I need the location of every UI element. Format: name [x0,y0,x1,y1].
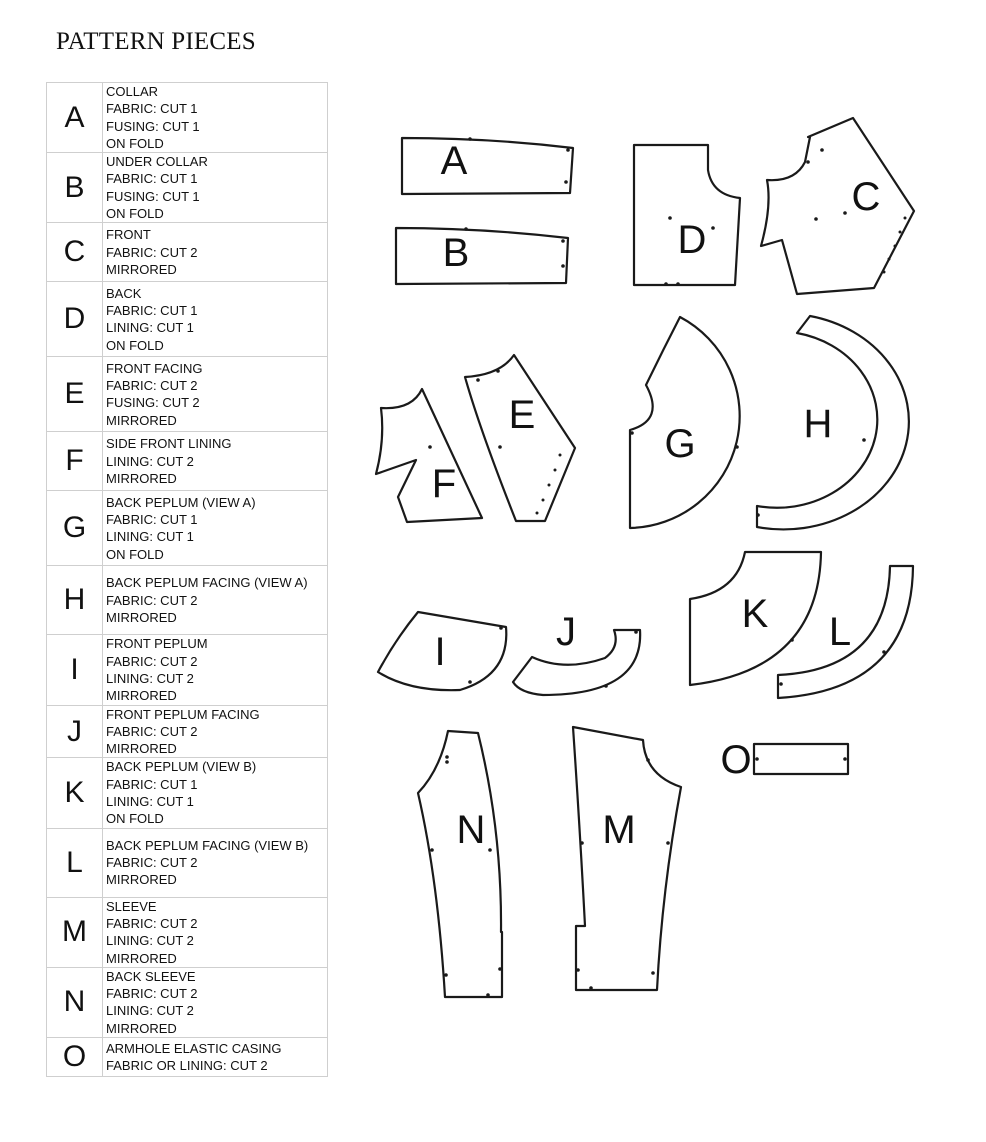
legend-line: ON FOLD [106,337,164,353]
legend-line: FRONT PEPLUM [106,636,208,652]
legend-line: FRONT PEPLUM FACING [106,706,260,722]
legend-line: FRONT [106,227,151,243]
piece-label-b: B [442,231,470,275]
legend-letter: M [47,897,103,967]
piece-m [573,727,681,990]
legend-letter: A [47,83,103,153]
legend-letter: I [47,635,103,705]
piece-e [465,355,575,521]
piece-label-g: G [664,422,696,466]
legend-line: FABRIC: CUT 2 [106,986,198,1002]
piece-label-j: J [556,610,576,654]
legend-line: MIRRORED [106,610,177,626]
legend-line: FABRIC: CUT 2 [106,378,198,394]
piece-k [690,552,821,685]
legend-line: FUSING: CUT 1 [106,118,200,134]
legend-letter: J [47,705,103,758]
piece-c [761,118,914,294]
piece-j [513,610,640,695]
piece-f [376,389,482,522]
legend-letter: B [47,153,103,223]
piece-label-c: C [851,175,881,219]
legend-line: SLEEVE [106,898,157,914]
piece-label-n: N [456,808,486,852]
legend-line: FUSING: CUT 1 [106,188,200,204]
legend-line: FUSING: CUT 2 [106,395,200,411]
legend-line: FABRIC: CUT 2 [106,592,198,608]
piece-label-h: H [803,402,833,446]
legend-letter: N [47,967,103,1037]
legend-line: LINING: CUT 2 [106,453,194,469]
legend-line: ON FOLD [106,135,164,151]
legend-line: ON FOLD [106,546,164,562]
legend-line: BACK PEPLUM FACING (VIEW B) [106,837,309,853]
piece-label-k: K [741,592,769,636]
legend-line: FABRIC: CUT 2 [106,723,198,739]
legend-line: BACK [106,285,142,301]
legend-line: BACK PEPLUM FACING (VIEW A) [106,575,308,591]
legend-line: FABRIC: CUT 2 [106,915,198,931]
legend-line: BACK SLEEVE [106,968,196,984]
legend-line: MIRRORED [106,950,177,966]
legend-line: MIRRORED [106,688,177,704]
legend-line: LINING: CUT 2 [106,933,194,949]
legend-line: FABRIC: CUT 2 [106,653,198,669]
piece-g [630,317,740,528]
piece-label-d: D [677,218,707,262]
legend-letter: O [47,1038,103,1077]
legend-line: MIRRORED [106,741,177,757]
legend-line: ON FOLD [106,811,164,827]
legend-line: MIRRORED [106,412,177,428]
legend-line: COLLAR [106,84,159,99]
page-title: PATTERN PIECES [56,28,256,55]
legend-line: FABRIC: CUT 1 [106,512,198,528]
legend-letter: L [47,828,103,897]
legend-line: LINING: CUT 1 [106,794,194,810]
piece-label-m: M [602,808,636,852]
legend-letter: D [47,282,103,357]
piece-d [634,145,740,286]
legend-letter: C [47,223,103,282]
legend-line: FRONT FACING [106,360,203,376]
legend-line: LINING: CUT 1 [106,320,194,336]
legend-line: FABRIC: CUT 1 [106,171,198,187]
legend-line: MIRRORED [106,262,177,278]
legend-line: ARMHOLE ELASTIC CASING [106,1040,282,1056]
legend-line: LINING: CUT 1 [106,529,194,545]
piece-h [756,316,909,529]
piece-n [418,731,502,997]
legend-line: LINING: CUT 2 [106,1003,194,1019]
piece-label-i: I [434,630,446,674]
legend-line: LINING: CUT 2 [106,670,194,686]
legend-line: FABRIC: CUT 1 [106,303,198,319]
legend-letter: H [47,566,103,635]
piece-label-l: L [828,610,852,654]
legend-line: MIRRORED [106,1020,177,1036]
legend-line: FABRIC OR LINING: CUT 2 [106,1058,268,1074]
legend-letter: G [47,491,103,566]
piece-label-a: A [440,139,468,183]
piece-a [402,137,573,194]
piece-b [396,227,568,284]
legend-line: BACK PEPLUM (VIEW A) [106,494,256,510]
legend-line: SIDE FRONT LINING [106,436,232,452]
legend-line: UNDER COLLAR [106,154,208,170]
piece-label-o: O [720,738,752,782]
legend-letter: F [47,432,103,491]
legend-line: BACK PEPLUM (VIEW B) [106,759,257,775]
legend-letter: K [47,758,103,828]
legend-line: FABRIC: CUT 1 [106,776,198,792]
legend-line: MIRRORED [106,872,177,888]
piece-o [720,738,848,782]
legend-line: ON FOLD [106,206,164,222]
piece-label-f: F [431,462,457,506]
legend-line: FABRIC: CUT 2 [106,854,198,870]
legend-line: FABRIC: CUT 2 [106,244,198,260]
legend-letter: E [47,357,103,432]
piece-i [378,612,506,690]
piece-label-e: E [508,393,536,437]
legend-line: FABRIC: CUT 1 [106,101,198,117]
legend-line: MIRRORED [106,471,177,487]
